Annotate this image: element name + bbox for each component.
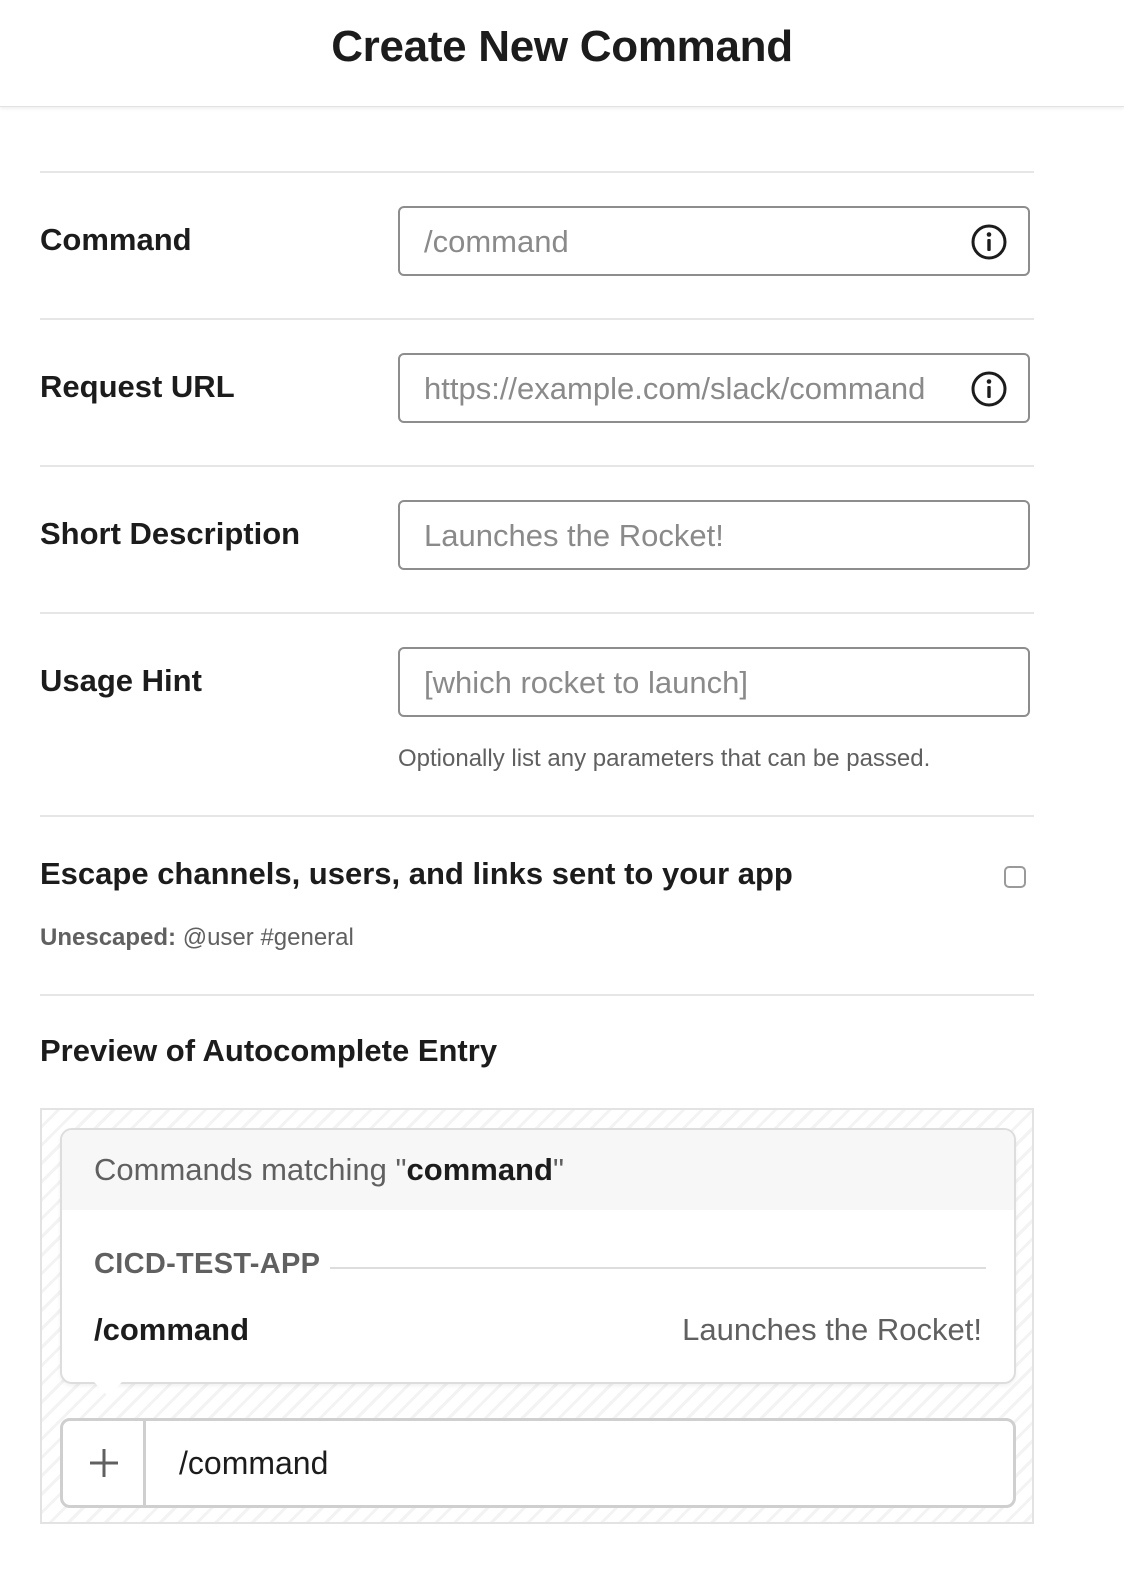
escape-example xyxy=(40,924,354,952)
escape-checkbox[interactable] xyxy=(1004,866,1026,888)
divider xyxy=(40,815,1034,817)
plus-button[interactable] xyxy=(63,1421,146,1505)
header xyxy=(0,0,1124,107)
autocomplete-preview xyxy=(40,1108,1034,1524)
unescaped-label: Unescaped: xyxy=(40,924,177,951)
app-divider xyxy=(330,1267,986,1269)
short-description-placeholder: Launches the Rocket! xyxy=(424,518,724,553)
composer-text: /command xyxy=(179,1445,329,1481)
app-name: CICD-TEST-APP xyxy=(94,1248,321,1280)
unescaped-value: @user #general xyxy=(182,924,354,951)
command-label: Command xyxy=(40,222,192,257)
divider xyxy=(40,318,1034,320)
message-composer[interactable] xyxy=(60,1418,1016,1508)
command-placeholder: /command xyxy=(424,224,569,259)
plus-icon xyxy=(89,1448,119,1478)
request-url-input[interactable] xyxy=(398,353,1030,423)
usage-hint-help: Optionally list any parameters that can be passed. xyxy=(398,745,931,772)
divider xyxy=(40,994,1034,996)
autocomplete-description: Launches the Rocket! xyxy=(682,1312,982,1347)
autocomplete-card xyxy=(60,1128,1016,1384)
divider xyxy=(40,465,1034,467)
page-title: Create New Command xyxy=(331,22,793,71)
info-icon[interactable] xyxy=(970,370,1008,408)
usage-hint-label: Usage Hint xyxy=(40,663,202,698)
card-pointer xyxy=(94,1382,122,1396)
request-url-label: Request URL xyxy=(40,369,235,404)
escape-label: Escape channels, users, and links sent to your app xyxy=(40,856,793,891)
matching-text: Commands matching "command" xyxy=(94,1152,564,1187)
divider xyxy=(40,612,1034,614)
command-input[interactable] xyxy=(398,206,1030,276)
divider xyxy=(40,171,1034,173)
matching-term: command xyxy=(406,1152,553,1187)
autocomplete-command[interactable]: /command xyxy=(94,1312,250,1347)
info-icon[interactable] xyxy=(970,223,1008,261)
preview-title: Preview of Autocomplete Entry xyxy=(40,1033,498,1068)
usage-hint-input[interactable] xyxy=(398,647,1030,717)
request-url-placeholder: https://example.com/slack/command xyxy=(424,371,926,406)
short-description-label: Short Description xyxy=(40,516,301,551)
short-description-input[interactable] xyxy=(398,500,1030,570)
usage-hint-placeholder: [which rocket to launch] xyxy=(424,665,748,700)
autocomplete-header xyxy=(62,1130,1014,1210)
